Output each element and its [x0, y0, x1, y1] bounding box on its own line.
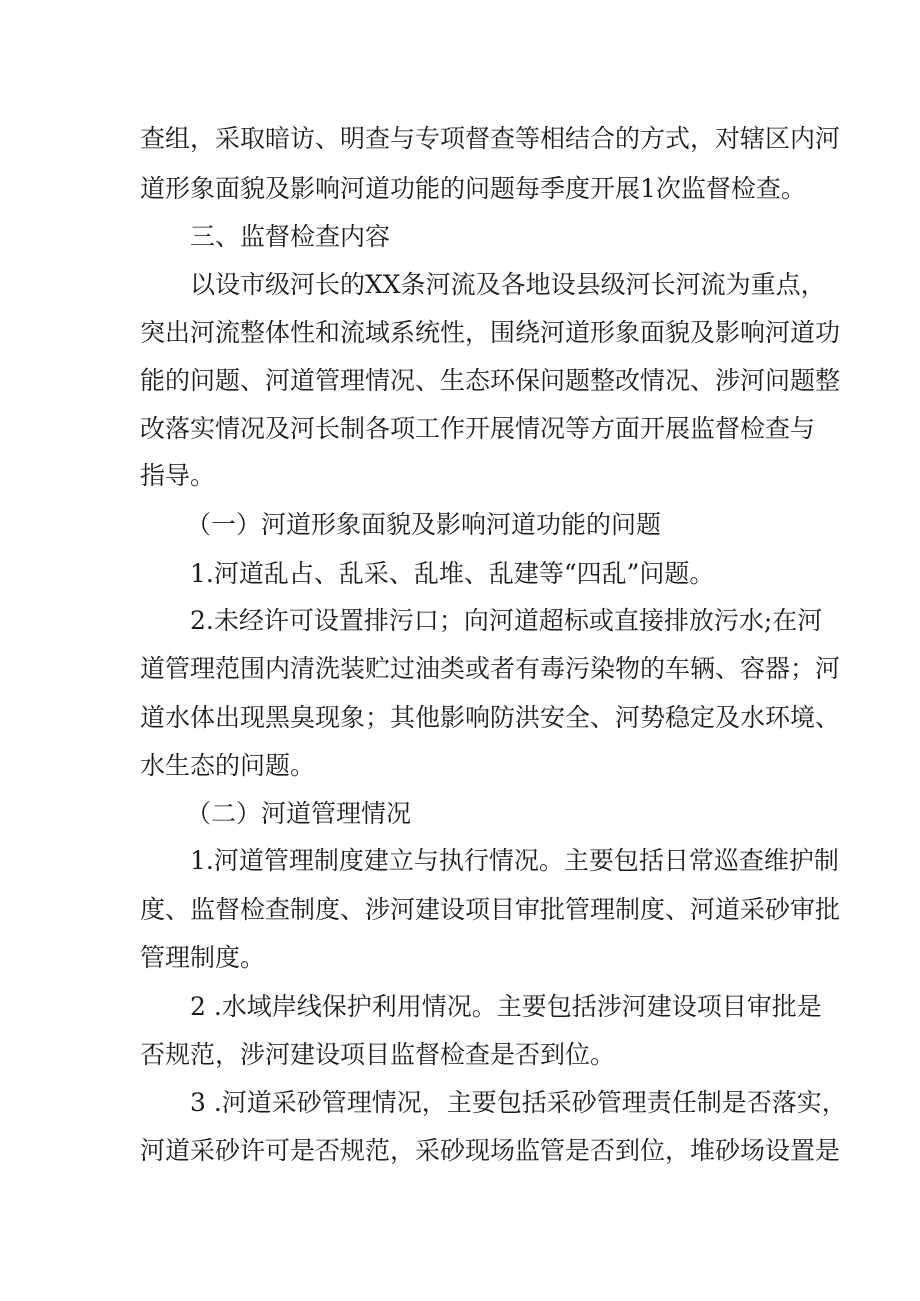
- body-text-line: 以设市级河长的XX条河流及各地设县级河长河流为重点，: [190, 270, 826, 299]
- body-text-line: 指导。: [140, 461, 216, 490]
- subsection-heading: （一）河道形象面貌及影响河道功能的问题: [186, 510, 662, 539]
- body-text-line: 能的问题、河道管理情况、生态环保问题整改情况、涉河问题整: [140, 366, 841, 395]
- body-text-line: 道管理范围内清洗装贮过油类或者有毒污染物的车辆、容器；河: [140, 654, 841, 683]
- body-text-line: 2 .水域岸线保护利用情况。主要包括涉河建设项目审批是: [190, 992, 822, 1021]
- body-text-line: 道形象面貌及影响河道功能的问题每季度开展1次监督检查。: [140, 174, 806, 203]
- body-text-line: 改落实情况及河长制各项工作开展情况等方面开展监督检查与: [140, 414, 816, 443]
- body-text-line: 1.河道乱占、乱采、乱堆、乱建等“四乱”问题。: [190, 559, 715, 588]
- body-text-line: 河道采砂许可是否规范，采砂现场监管是否到位，堆砂场设置是: [140, 1136, 841, 1165]
- section-heading: 三、监督检查内容: [190, 222, 391, 251]
- body-text-line: 道水体出现黑臭现象；其他影响防洪安全、河势稳定及水环境、: [140, 703, 841, 732]
- subsection-heading: （二）河道管理情况: [186, 799, 412, 828]
- body-text-line: 1.河道管理制度建立与执行情况。主要包括日常巡查维护制: [190, 846, 839, 875]
- body-text-line: 2.未经许可设置排污口；向河道超标或直接排放污水;在河: [190, 606, 823, 635]
- body-text-line: 3 .河道采砂管理情况，主要包括采砂管理责任制是否落实，: [190, 1088, 847, 1117]
- body-text-line: 管理制度。: [140, 943, 266, 972]
- body-text-line: 否规范，涉河建设项目监督检查是否到位。: [140, 1040, 616, 1069]
- body-text-line: 查组，采取暗访、明查与专项督查等相结合的方式，对辖区内河: [140, 124, 841, 153]
- body-text-line: 度、监督检查制度、涉河建设项目审批管理制度、河道采砂审批: [140, 895, 841, 924]
- body-text-line: 水生态的问题。: [140, 751, 316, 780]
- body-text-line: 突出河流整体性和流域系统性，围绕河道形象面貌及影响河道功: [140, 318, 841, 347]
